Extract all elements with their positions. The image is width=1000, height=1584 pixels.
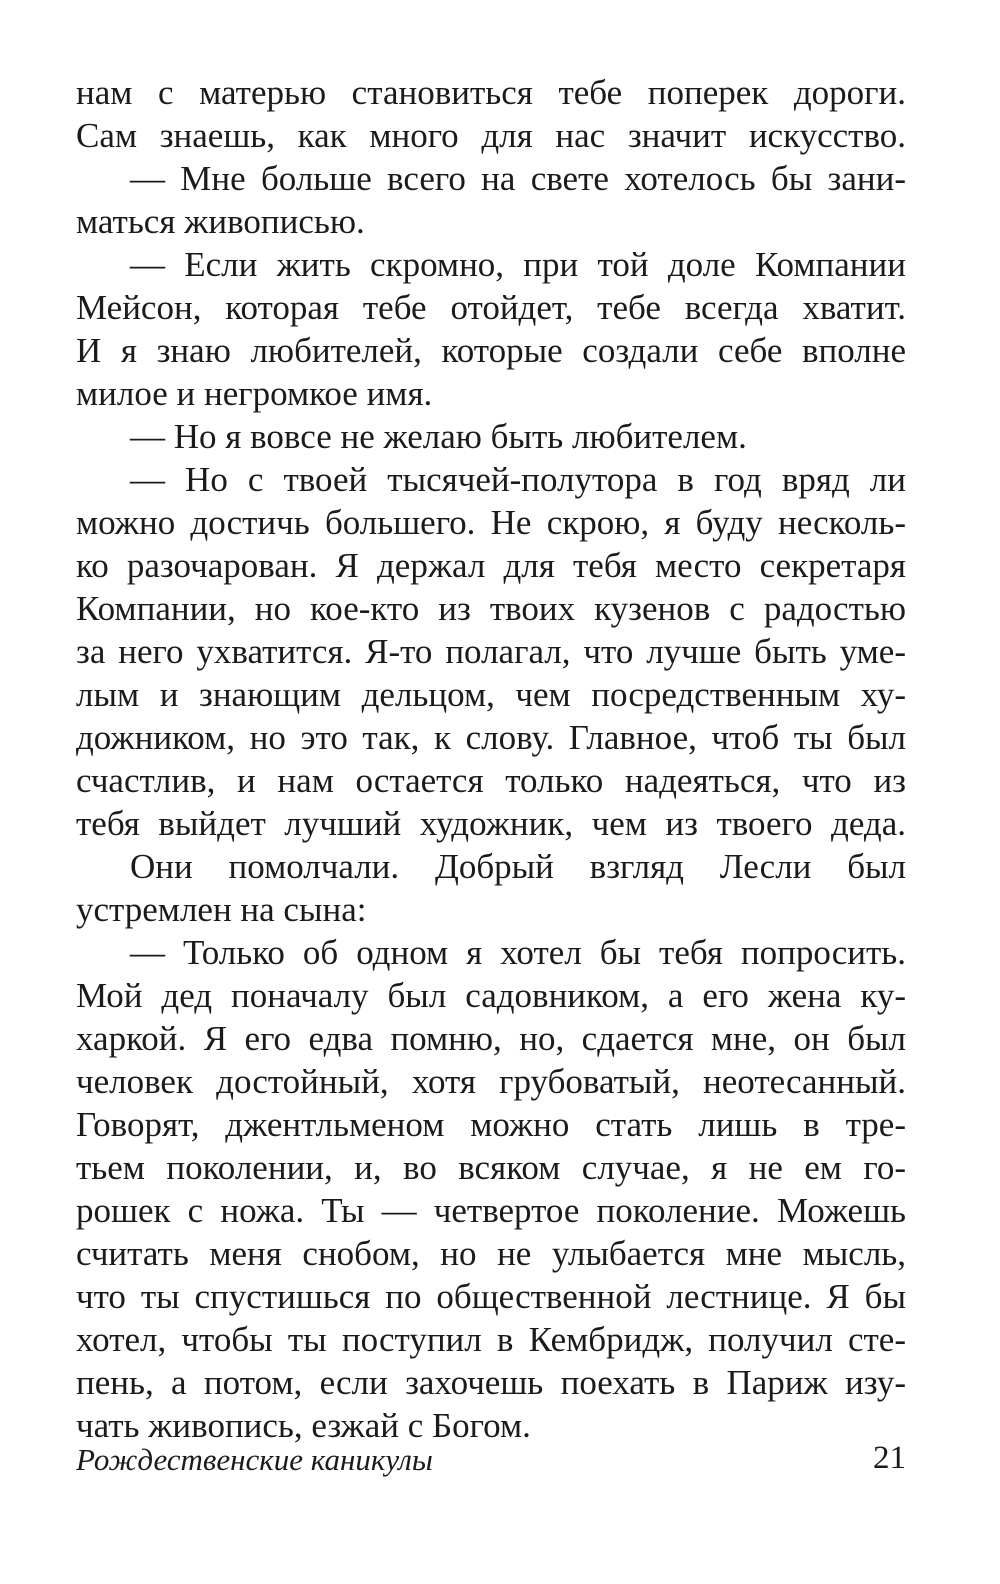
text-line: человек достойный, хотя грубоватый, неотесанный. [76,1062,906,1101]
text-line: Сам знаешь, как много для нас значит искусство. [76,116,906,155]
text-line: устремлен на сына: [76,890,367,929]
text-line: лым и знающим дельцом, чем посредственным ху- [76,675,906,714]
text-line: дожником, но это так, к слову. Главное, чтоб ты был [76,718,906,757]
text-line: — Если жить скромно, при той доле Компании [130,245,906,284]
text-line: за него ухватится. Я-то полагал, что лучше быть уме- [76,632,906,671]
text-line: тебя выйдет лучший художник, чем из твоего деда. [76,804,906,843]
text-line: харкой. Я его едва помню, но, сдается мне, он был [76,1019,906,1058]
text-line: маться живописью. [76,202,365,241]
text-line: И я знаю любителей, которые создали себе вполне [76,331,906,370]
text-line: пень, а потом, если захочешь поехать в Париж изу- [76,1363,906,1402]
text-line: чать живопись, езжай с Богом. [76,1406,531,1445]
page-number: 21 [873,1440,906,1476]
text-line: — Только об одном я хотел бы тебя попросить. [130,933,906,972]
text-line: Компании, но кое-кто из твоих кузенов с радостью [76,589,906,628]
text-line: Они помолчали. Добрый взгляд Лесли был [130,847,906,886]
text-line: хотел, чтобы ты поступил в Кембридж, получил сте- [76,1320,906,1359]
text-line: Говорят, джентльменом можно стать лишь в тре- [76,1105,906,1144]
text-line: счастлив, и нам остается только надеяться, что из [76,761,906,800]
text-line: милое и негромкое имя. [76,374,433,413]
text-line: что ты спустишься по общественной лестнице. Я бы [76,1277,906,1316]
text-line: — Мне больше всего на свете хотелось бы зани- [130,159,906,198]
text-line: тьем поколении, и, во всяком случае, я не ем го- [76,1148,906,1187]
text-line: нам с матерью становиться тебе поперек дороги. [76,73,906,112]
text-line: — Но с твоей тысячей-полутора в год вряд ли [130,460,906,499]
text-line: можно достичь большего. Не скрою, я буду несколь- [76,503,906,542]
text-line: ко разочарован. Я держал для тебя место секретаря [76,546,906,585]
running-footer-title: Рождественские каникулы [76,1442,433,1477]
text-line: Мой дед поначалу был садовником, а его жена ку- [76,976,906,1015]
text-line: считать меня снобом, но не улыбается мне мысль, [76,1234,906,1273]
text-line: Мейсон, которая тебе отойдет, тебе всегда хватит. [76,288,906,327]
text-line: рошек с ножа. Ты — четвертое поколение. Можешь [76,1191,906,1230]
text-line: — Но я вовсе не желаю быть любителем. [130,417,747,456]
